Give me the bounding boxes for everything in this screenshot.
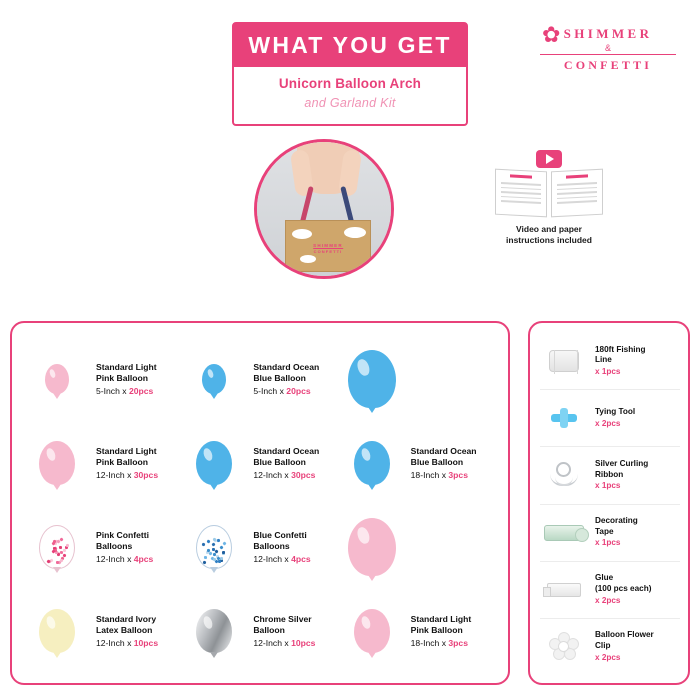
box-logo-line1: SHIMMER: [313, 243, 343, 248]
balloon-icon: [348, 350, 396, 408]
accessory-art: [540, 525, 588, 541]
accessory-name-line2: Tape: [595, 526, 614, 536]
balloon-name-line1: Standard Ocean: [253, 361, 320, 372]
balloon-highlight: [202, 615, 214, 630]
curling-ribbon-icon: [547, 462, 581, 488]
accessory-name-line1: Decorating: [595, 516, 638, 526]
balloon-size: 18-Inch: [410, 637, 440, 648]
accessory-name-line1: Tying Tool: [595, 407, 636, 417]
balloon-qty: 4pcs: [133, 553, 154, 564]
balloon-size: 12-Inch: [96, 469, 125, 480]
balloon-qty: 20pcs: [128, 385, 154, 396]
balloon-labels: [253, 362, 319, 397]
accessory-name: [595, 459, 648, 480]
balloon-size-qty: [253, 554, 310, 565]
balloon-item: [183, 421, 340, 505]
balloon-labels: [96, 530, 153, 565]
play-icon[interactable]: [536, 150, 562, 168]
balloon-art: [341, 441, 403, 485]
product-subtitle: Unicorn Balloon Arch: [278, 76, 422, 91]
accessory-name: [595, 345, 646, 366]
balloon-size: 12-Inch: [253, 553, 282, 564]
balloon-name: [96, 362, 157, 384]
balloon-name-line1: Standard Light: [96, 361, 157, 372]
balloon-icon: [45, 364, 69, 394]
balloon-qty: 10pcs: [133, 637, 159, 648]
brand-name-secondary: CONFETTI: [540, 54, 676, 73]
accessories-list: [530, 323, 688, 683]
balloon-item: [183, 337, 340, 421]
accessory-item: [540, 333, 680, 389]
accessory-labels: [595, 573, 651, 606]
balloon-highlight: [202, 447, 214, 462]
accessory-name-line1: Glue: [595, 573, 614, 583]
balloon-name-line1: Pink Confetti: [96, 529, 149, 540]
accessory-art: [540, 583, 588, 597]
balloon-name-line2: Latex Balloon: [96, 624, 153, 635]
balloon-qty: 3pcs: [448, 469, 468, 480]
decorating-tape-icon: [544, 525, 584, 541]
balloon-icon: [354, 609, 390, 653]
balloon-size-qty: [96, 470, 158, 481]
box-logo-line2: CONFETTI: [313, 249, 343, 254]
balloon-item: [341, 421, 498, 505]
brand-ampersand: &: [604, 43, 611, 53]
paper-line: [557, 182, 597, 186]
balloon-highlight: [45, 615, 57, 630]
cloud-icon: [344, 227, 366, 238]
product-subtitle-secondary: and Garland Kit: [304, 96, 396, 110]
paper-line: [557, 195, 597, 199]
balloon-art: [26, 525, 88, 569]
balloon-name-line1: Standard Ocean: [253, 445, 320, 456]
balloon-labels: [253, 614, 315, 649]
paper-line: [557, 200, 597, 204]
balloon-art: [183, 364, 245, 394]
balloon-art: [26, 441, 88, 485]
balloon-name-line1: Standard Ocean: [410, 445, 477, 456]
balloon-item: [341, 505, 498, 589]
balloon-qty: 30pcs: [291, 469, 316, 480]
balloon-icon: [39, 525, 75, 569]
product-photo: [254, 139, 394, 279]
accessory-art: [540, 462, 588, 488]
accessory-name-line1: Silver Curling: [595, 458, 649, 468]
accessory-qty: x 2pcs: [595, 652, 621, 662]
instructions-caption-line2: instructions included: [506, 235, 592, 246]
accessory-item: [540, 561, 680, 618]
accessory-labels: [595, 459, 648, 492]
balloon-art: [341, 518, 403, 576]
balloon-size-qty: [253, 638, 315, 649]
balloon-name-line2: Blue Balloon: [410, 456, 464, 467]
paper-line: [557, 191, 597, 195]
accessory-name: [595, 516, 638, 537]
confetti-dots: [40, 526, 74, 568]
accessory-name-line2: Clip: [595, 641, 611, 651]
balloon-name: [96, 446, 158, 468]
paper-line: [501, 182, 541, 186]
accessory-labels: [595, 516, 638, 549]
balloon-art: [183, 609, 245, 653]
balloon-highlight: [356, 358, 372, 378]
balloon-labels: [411, 446, 477, 481]
accessory-qty: x 1pcs: [595, 366, 621, 376]
balloon-name: [253, 530, 310, 552]
balloon-item: [26, 589, 183, 673]
balloon-x: x: [279, 385, 284, 396]
balloon-size: 18-Inch: [410, 469, 440, 480]
balloon-name: [411, 446, 477, 468]
accessory-name-line2: (100 pcs each): [595, 583, 652, 593]
balloon-item: [26, 337, 183, 421]
balloon-art: [26, 364, 88, 394]
balloon-size: 12-Inch: [96, 637, 125, 648]
balloon-name-line2: Pink Balloon: [96, 456, 149, 467]
balloon-art: [341, 350, 403, 408]
balloon-x: x: [127, 637, 132, 648]
balloon-name: [411, 614, 472, 636]
accessory-qty: x 2pcs: [595, 418, 621, 428]
balloon-size: 12-Inch: [96, 553, 125, 564]
cloud-icon: [300, 255, 316, 263]
balloon-qty: 10pcs: [291, 637, 316, 648]
flower-clip-icon: [549, 632, 579, 662]
accessory-item: [540, 446, 680, 503]
balloon-x: x: [441, 637, 447, 648]
accessory-name: [595, 573, 651, 594]
balloon-item: [183, 589, 340, 673]
accessory-item: [540, 389, 680, 446]
balloon-labels: [411, 614, 472, 649]
balloon-name-line1: Chrome Silver: [253, 613, 312, 624]
paper-line: [501, 191, 541, 195]
balloon-size: 12-Inch: [253, 637, 282, 648]
balloon-highlight: [49, 368, 57, 378]
paper-sheet-right: [551, 169, 603, 218]
balloon-x: x: [284, 553, 289, 564]
instructions-caption-line1: Video and paper: [516, 224, 582, 234]
balloon-qty: 20pcs: [286, 385, 311, 396]
confetti-dots: [197, 526, 231, 568]
balloon-size-qty: [411, 470, 477, 481]
balloon-icon: [39, 441, 75, 485]
glue-dots-icon: [547, 583, 581, 597]
balloon-x: x: [127, 469, 132, 480]
balloon-size-qty: [253, 386, 319, 397]
balloon-name-line1: Standard Light: [96, 445, 157, 456]
balloon-art: [183, 441, 245, 485]
accessory-qty: x 1pcs: [595, 481, 621, 491]
balloon-size-qty: [96, 554, 153, 565]
balloon-labels: [96, 362, 157, 397]
balloon-name-line2: Pink Balloon: [96, 372, 149, 383]
balloon-icon: [196, 525, 232, 569]
balloon-highlight: [360, 447, 372, 462]
balloon-art: [26, 609, 88, 653]
balloon-size: 12-Inch: [253, 469, 282, 480]
balloon-size-qty: [96, 386, 157, 397]
accessory-name-line2: Line: [595, 355, 612, 365]
accessory-name: [595, 407, 635, 418]
balloons-grid: [12, 323, 508, 683]
balloon-item: [341, 589, 498, 673]
balloon-x: x: [441, 469, 447, 480]
balloon-size-qty: [411, 638, 472, 649]
balloon-name: [96, 530, 153, 552]
accessory-art: [540, 408, 588, 428]
balloon-x: x: [284, 637, 289, 648]
balloon-highlight: [206, 368, 214, 378]
balloon-name-line2: Balloon: [253, 624, 285, 635]
balloon-icon: [202, 364, 226, 394]
accessory-item: [540, 504, 680, 561]
balloon-item: [341, 337, 498, 421]
balloon-labels: [253, 530, 310, 565]
balloon-art: [341, 609, 403, 653]
accessory-labels: [595, 630, 654, 663]
brand-logo: [540, 22, 676, 73]
balloon-size-qty: [96, 638, 158, 649]
balloon-icon: [39, 609, 75, 653]
balloon-labels: [96, 614, 158, 649]
paper-heading: [510, 174, 532, 178]
balloon-qty: 4pcs: [291, 553, 311, 564]
brand-name-primary: SHIMMER: [563, 26, 653, 41]
accessory-name: [595, 630, 654, 651]
accessory-name-line1: 180ft Fishing: [595, 344, 646, 354]
balloon-name-line2: Balloons: [253, 540, 290, 551]
cloud-icon: [292, 229, 312, 239]
balloon-art: [183, 525, 245, 569]
paper-line: [501, 195, 541, 199]
page-title: WHAT YOU GET: [234, 24, 466, 67]
balloon-size: 5-Inch: [96, 385, 120, 396]
balloon-name-line2: Blue Balloon: [253, 372, 306, 383]
balloon-name: [253, 446, 319, 468]
balloon-size-qty: [253, 470, 319, 481]
accessory-name-line2: Ribbon: [595, 469, 624, 479]
balloon-x: x: [284, 469, 289, 480]
balloon-highlight: [356, 526, 372, 546]
instructions-caption: [487, 224, 611, 247]
balloon-qty: 30pcs: [133, 469, 159, 480]
balloon-name-line1: Standard Ivory: [96, 613, 157, 624]
paper-heading: [566, 174, 588, 178]
balloon-highlight: [360, 615, 372, 630]
accessory-name-line1: Balloon Flower: [595, 630, 654, 640]
tying-tool-icon: [551, 408, 577, 428]
balloon-name-line2: Balloons: [96, 540, 133, 551]
balloon-name-line2: Pink Balloon: [410, 624, 463, 635]
balloon-icon: [348, 518, 396, 576]
paper-instructions: [487, 166, 611, 218]
accessories-panel: [528, 321, 690, 685]
paper-line: [557, 186, 597, 190]
balloon-highlight: [45, 447, 57, 462]
accessory-item: [540, 618, 680, 675]
paper-line: [501, 200, 541, 204]
balloon-labels: [96, 446, 158, 481]
balloon-name-line1: Blue Confetti: [253, 529, 307, 540]
balloon-item: [26, 505, 183, 589]
balloon-item: [183, 505, 340, 589]
fishing-line-icon: [549, 350, 579, 372]
product-box: [285, 220, 371, 272]
header-band: [232, 22, 468, 126]
balloon-icon: [354, 441, 390, 485]
balloon-qty: 3pcs: [448, 637, 468, 648]
balloon-icon: [196, 441, 232, 485]
accessory-labels: [595, 345, 646, 378]
accessory-art: [540, 632, 588, 662]
balloon-x: x: [127, 553, 132, 564]
balloon-icon: [196, 609, 232, 653]
instructions-block: [487, 166, 611, 247]
accessory-labels: [595, 407, 635, 429]
paper-line: [501, 186, 541, 190]
balloon-name-line1: Standard Light: [410, 613, 472, 624]
accessory-qty: x 1pcs: [595, 538, 621, 548]
box-logo: [313, 243, 343, 254]
balloons-panel: [10, 321, 510, 685]
balloon-size: 5-Inch: [253, 385, 278, 396]
balloon-labels: [253, 446, 319, 481]
accessory-qty: x 2pcs: [595, 595, 621, 605]
balloon-name: [253, 614, 315, 636]
flourish-icon: ✿: [542, 22, 561, 47]
balloon-item: [26, 421, 183, 505]
accessory-art: [540, 350, 588, 372]
balloon-x: x: [122, 385, 127, 396]
balloon-name-line2: Blue Balloon: [253, 456, 306, 467]
balloon-name: [96, 614, 158, 636]
balloon-name: [253, 362, 319, 384]
paper-sheet-left: [495, 169, 547, 218]
